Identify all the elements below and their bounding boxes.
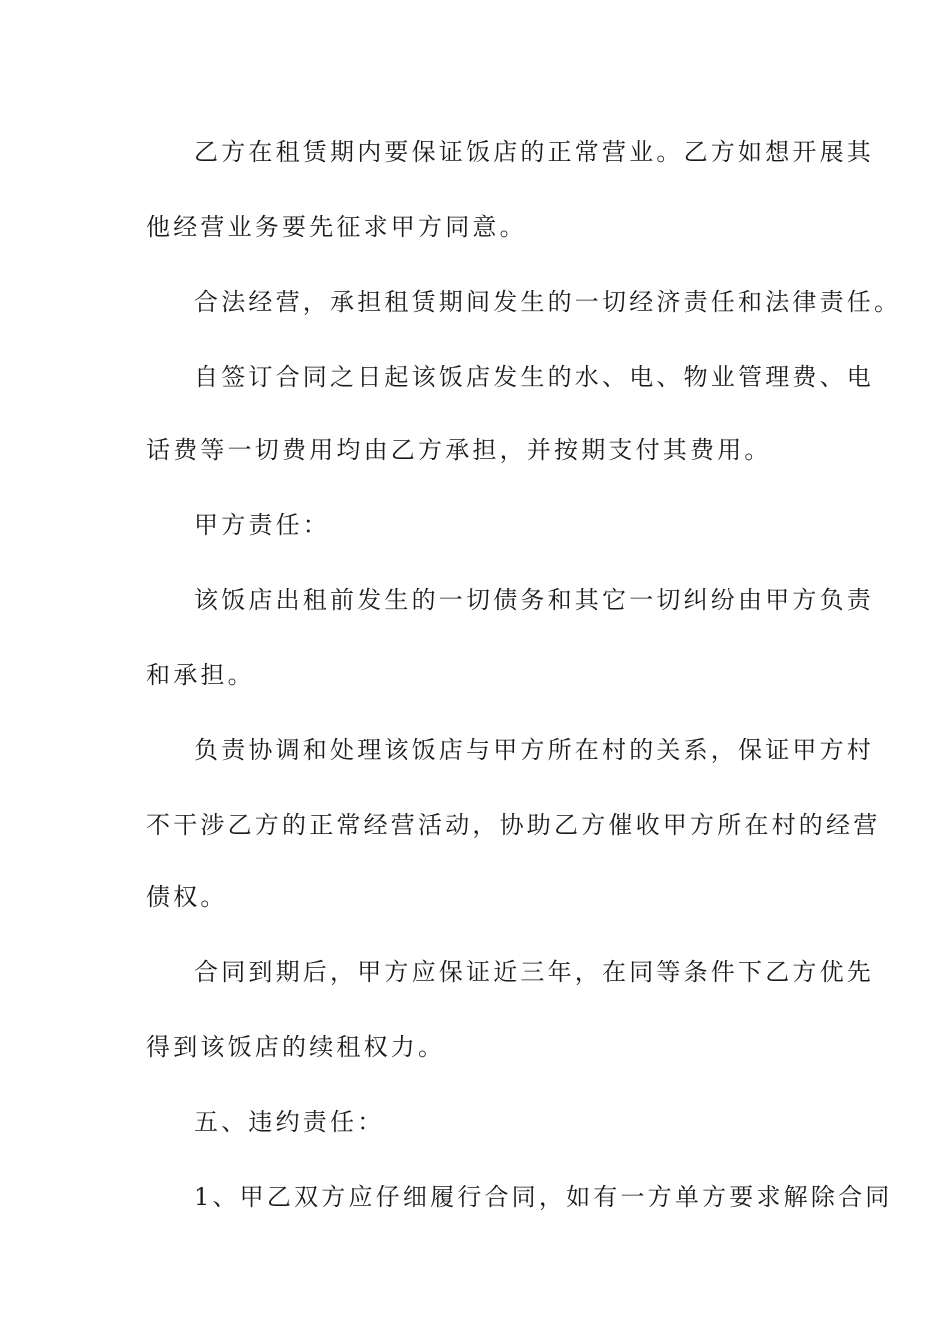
paragraph-4-line-1: 该饭店出租前发生的一切债务和其它一切纠纷由甲方负责 xyxy=(194,586,874,614)
section-heading-party-a: 甲方责任： xyxy=(194,511,330,539)
paragraph-5-line-2: 不干涉乙方的正常经营活动，协助乙方催收甲方所在村的经营 xyxy=(146,811,881,839)
paragraph-5-line-1: 负责协调和处理该饭店与甲方所在村的关系，保证甲方村 xyxy=(194,736,874,764)
paragraph-7-line-1: 1、甲乙双方应仔细履行合同，如有一方单方要求解除合同 xyxy=(194,1183,893,1211)
paragraph-3-line-2: 话费等一切费用均由乙方承担，并按期支付其费用。 xyxy=(146,436,772,464)
paragraph-4-line-2: 和承担。 xyxy=(146,661,255,689)
section-heading-breach: 五、违约责任： xyxy=(194,1108,385,1136)
paragraph-6-line-2: 得到该饭店的续租权力。 xyxy=(146,1033,446,1061)
paragraph-6-line-1: 合同到期后，甲方应保证近三年，在同等条件下乙方优先 xyxy=(194,958,874,986)
paragraph-1-line-2: 他经营业务要先征求甲方同意。 xyxy=(146,213,527,241)
paragraph-1-line-1: 乙方在租赁期内要保证饭店的正常营业。乙方如想开展其 xyxy=(194,138,874,166)
paragraph-3-line-1: 自签订合同之日起该饭店发生的水、电、物业管理费、电 xyxy=(194,363,874,391)
paragraph-5-line-3: 债权。 xyxy=(146,883,228,911)
paragraph-2-line-1: 合法经营，承担租赁期间发生的一切经济责任和法律责任。 xyxy=(194,288,902,316)
